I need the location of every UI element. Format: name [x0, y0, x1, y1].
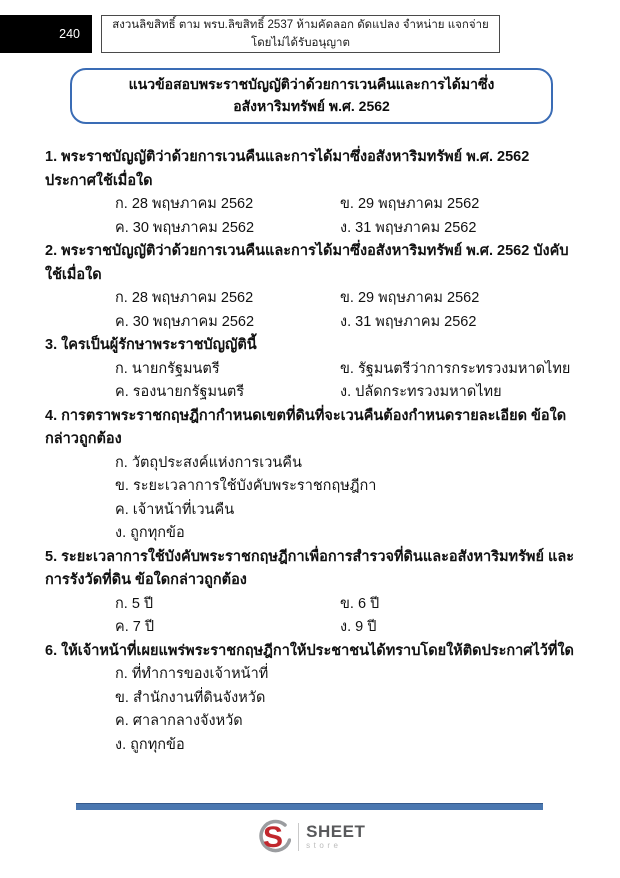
option-c: ค. 30 พฤษภาคม 2562	[115, 219, 255, 236]
footer-divider-bar	[76, 803, 543, 810]
option-b: ข. สำนักงานที่ดินจังหวัด	[115, 689, 266, 706]
option-d: ง. 31 พฤษภาคม 2562	[340, 219, 477, 236]
exam-title: แนวข้อสอบพระราชบัญญัติว่าด้วยการเวนคืนและการได้มาซึ่งอสังหาริมทรัพย์ พ.ศ. 2562	[128, 76, 495, 114]
logo-letter: S	[262, 821, 283, 854]
option-a: ก. นายกรัฐมนตรี	[115, 360, 220, 377]
page-number-box	[0, 15, 92, 53]
sheet-store-s-icon	[255, 818, 291, 856]
option-b: ข. 29 พฤษภาคม 2562	[340, 290, 480, 306]
option-a: ก. วัตถุประสงค์แห่งการเวนคืน	[115, 454, 302, 471]
question-options	[45, 593, 580, 640]
copyright-notice-box	[101, 15, 500, 53]
brand-subtitle: store	[306, 841, 342, 850]
question-4	[45, 405, 580, 546]
question-1	[45, 146, 580, 240]
question-text: 2. พระราชบัญญัติว่าด้วยการเวนคืนและการได้มาซึ่งอสังหาริมทรัพย์ พ.ศ. 2562 บังคับใช้เมื่อใด	[45, 243, 569, 283]
question-text: 3. ใครเป็นผู้รักษาพระราชบัญญัตินี้	[45, 337, 257, 353]
question-2	[45, 240, 580, 334]
copyright-notice: สงวนลิขสิทธิ์ ตาม พรบ.ลิขสิทธิ์ 2537 ห้ามคัดลอก ดัดแปลง จำหน่าย แจกจ่าย โดยไม่ได้รับอนุญาต	[112, 19, 489, 49]
option-b: ข. รัฐมนตรีว่าการกระทรวงมหาดไทย	[340, 360, 571, 377]
brand-name: SHEET	[306, 822, 366, 841]
option-c: ค. 30 พฤษภาคม 2562	[115, 313, 255, 330]
question-3	[45, 334, 580, 405]
question-options	[45, 287, 580, 334]
option-d: ง. 31 พฤษภาคม 2562	[340, 313, 477, 330]
option-d: ง. ถูกทุกข้อ	[115, 525, 185, 541]
option-a: ก. ที่ทำการของเจ้าหน้าที่	[115, 666, 269, 682]
question-options	[45, 193, 580, 240]
question-options	[45, 358, 580, 405]
option-c: ค. เจ้าหน้าที่เวนคืน	[115, 501, 235, 518]
question-text: 6. ให้เจ้าหน้าที่เผยแพร่พระราชกฤษฎีกาให้ประชาชนได้ทราบโดยให้ติดประกาศไว้ที่ใด	[45, 642, 574, 659]
option-c: ค. รองนายกรัฐมนตรี	[115, 384, 245, 400]
sheet-store-logo	[0, 818, 620, 856]
question-options	[45, 663, 580, 757]
option-c: ค. 7 ปี	[115, 619, 155, 635]
question-text: 5. ระยะเวลาการใช้บังคับพระราชกฤษฎีกาเพื่อการสำรวจที่ดินและอสังหาริมทรัพย์ และการรังวัดที่ดิน ข้อใดกล่าวถูกต้อง	[45, 548, 574, 588]
question-options	[45, 452, 580, 546]
page-number: 240	[59, 27, 80, 41]
questions-list	[45, 146, 580, 757]
option-d: ง. 9 ปี	[340, 619, 377, 635]
option-a: ก. 5 ปี	[115, 595, 154, 612]
question-text: 1. พระราชบัญญัติว่าด้วยการเวนคืนและการได้มาซึ่งอสังหาริมทรัพย์ พ.ศ. 2562 ประกาศใช้เมื่อใด	[45, 149, 530, 189]
option-d: ง. ถูกทุกข้อ	[115, 736, 185, 753]
logo-text	[306, 823, 365, 851]
exam-title-box	[70, 68, 553, 124]
question-5	[45, 546, 580, 640]
option-b: ข. ระยะเวลาการใช้บังคับพระราชกฤษฎีกา	[115, 478, 377, 494]
option-a: ก. 28 พฤษภาคม 2562	[115, 196, 254, 212]
option-d: ง. ปลัดกระทรวงมหาดไทย	[340, 384, 502, 400]
question-text: 4. การตราพระราชกฤษฎีกากำหนดเขตที่ดินที่จะเวนคืนต้องกำหนดรายละเอียด ข้อใดกล่าวถูกต้อง	[45, 407, 567, 447]
option-b: ข. 6 ปี	[340, 595, 380, 612]
question-6	[45, 640, 580, 758]
option-a: ก. 28 พฤษภาคม 2562	[115, 290, 254, 306]
option-c: ค. ศาลากลางจังหวัด	[115, 713, 243, 729]
option-b: ข. 29 พฤษภาคม 2562	[340, 196, 480, 212]
logo-divider	[298, 823, 300, 851]
